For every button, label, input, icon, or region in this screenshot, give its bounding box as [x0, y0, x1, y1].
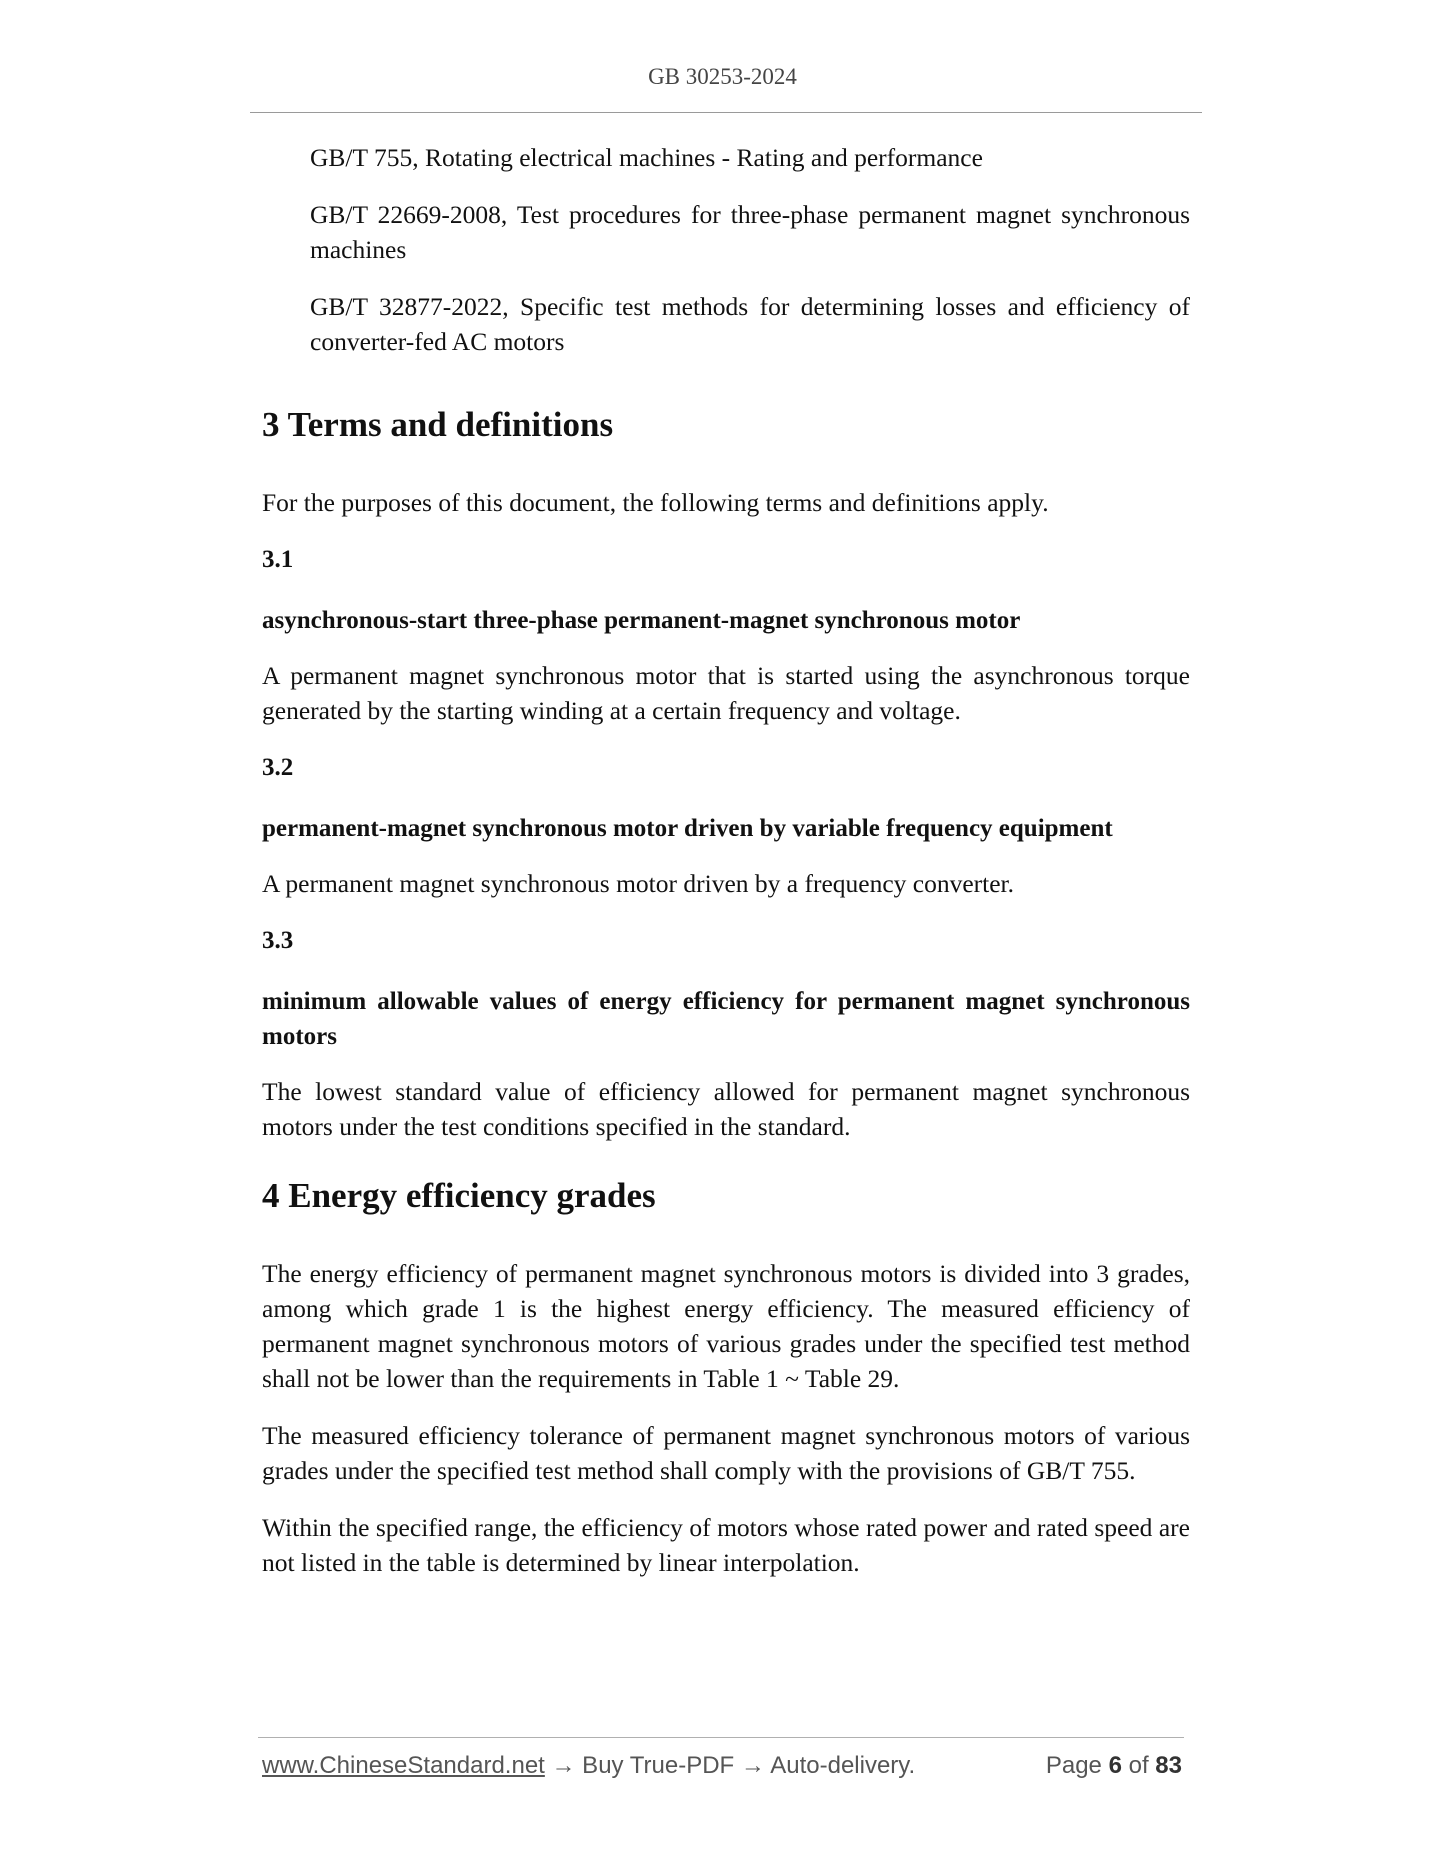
total-pages: 83 — [1155, 1752, 1182, 1779]
header-divider — [250, 112, 1202, 113]
term-name: asynchronous-start three-phase permanent-magnet synchronous motor — [262, 607, 1021, 634]
section-4-paragraph: Within the specified range, the efficiency of motors whose rated power and rated speed are not listed in the table is determined by linear interpolation. — [262, 1513, 1190, 1577]
section-4-heading: 4 Energy efficiency grades — [262, 1176, 656, 1215]
page-content — [262, 140, 1190, 1602]
section-3-intro: For the purposes of this document, the following terms and definitions apply. — [262, 488, 1049, 517]
reference-item: GB/T 755, Rotating electrical machines - Rating and performance — [310, 143, 983, 172]
site-link[interactable]: www.ChineseStandard.net — [262, 1752, 545, 1779]
page-indicator — [1046, 1752, 1182, 1780]
footer-divider — [258, 1737, 1184, 1738]
promo-text: → Buy True-PDF → Auto-delivery. — [544, 1752, 916, 1779]
term-name: permanent-magnet synchronous motor driven by variable frequency equipment — [262, 815, 1113, 842]
section-3-heading: 3 Terms and definitions — [262, 405, 614, 444]
page-header-doc-id: GB 30253-2024 — [648, 64, 797, 89]
reference-item: GB/T 22669-2008, Test procedures for three-phase permanent magnet synchronous machines — [310, 200, 1190, 264]
section-4-paragraph: The energy efficiency of permanent magnet synchronous motors is divided into 3 grades, among which grade 1 is the highest energy efficiency. The measured efficiency of permanent magnet synchronous motors of various grades under the specified test method shall not be lower than the requirements in Table 1 ~ Table 29. — [262, 1259, 1190, 1393]
term-definition: A permanent magnet synchronous motor driven by a frequency converter. — [262, 869, 1015, 898]
term-definition: A permanent magnet synchronous motor that is started using the asynchronous torque generated by the starting winding at a certain frequency and voltage. — [262, 661, 1190, 725]
term-name: minimum allowable values of energy efficiency for permanent magnet synchronous motors — [262, 988, 1190, 1050]
section-4-paragraph: The measured efficiency tolerance of permanent magnet synchronous motors of various grades under the specified test method shall comply with the provisions of GB/T 755. — [262, 1421, 1190, 1485]
footer-promo — [262, 1752, 915, 1780]
term-number: 3.1 — [262, 546, 294, 573]
page-label: Page — [1045, 1752, 1102, 1779]
of-label: of — [1128, 1752, 1149, 1779]
page-number: 6 — [1108, 1752, 1122, 1779]
term-definition: The lowest standard value of efficiency allowed for permanent magnet synchronous motors under the test conditions specified in the standard. — [262, 1077, 1190, 1141]
term-number: 3.2 — [262, 754, 294, 781]
reference-item: GB/T 32877-2022, Specific test methods for determining losses and efficiency of converter-fed AC motors — [310, 292, 1190, 356]
term-number: 3.3 — [262, 927, 294, 954]
